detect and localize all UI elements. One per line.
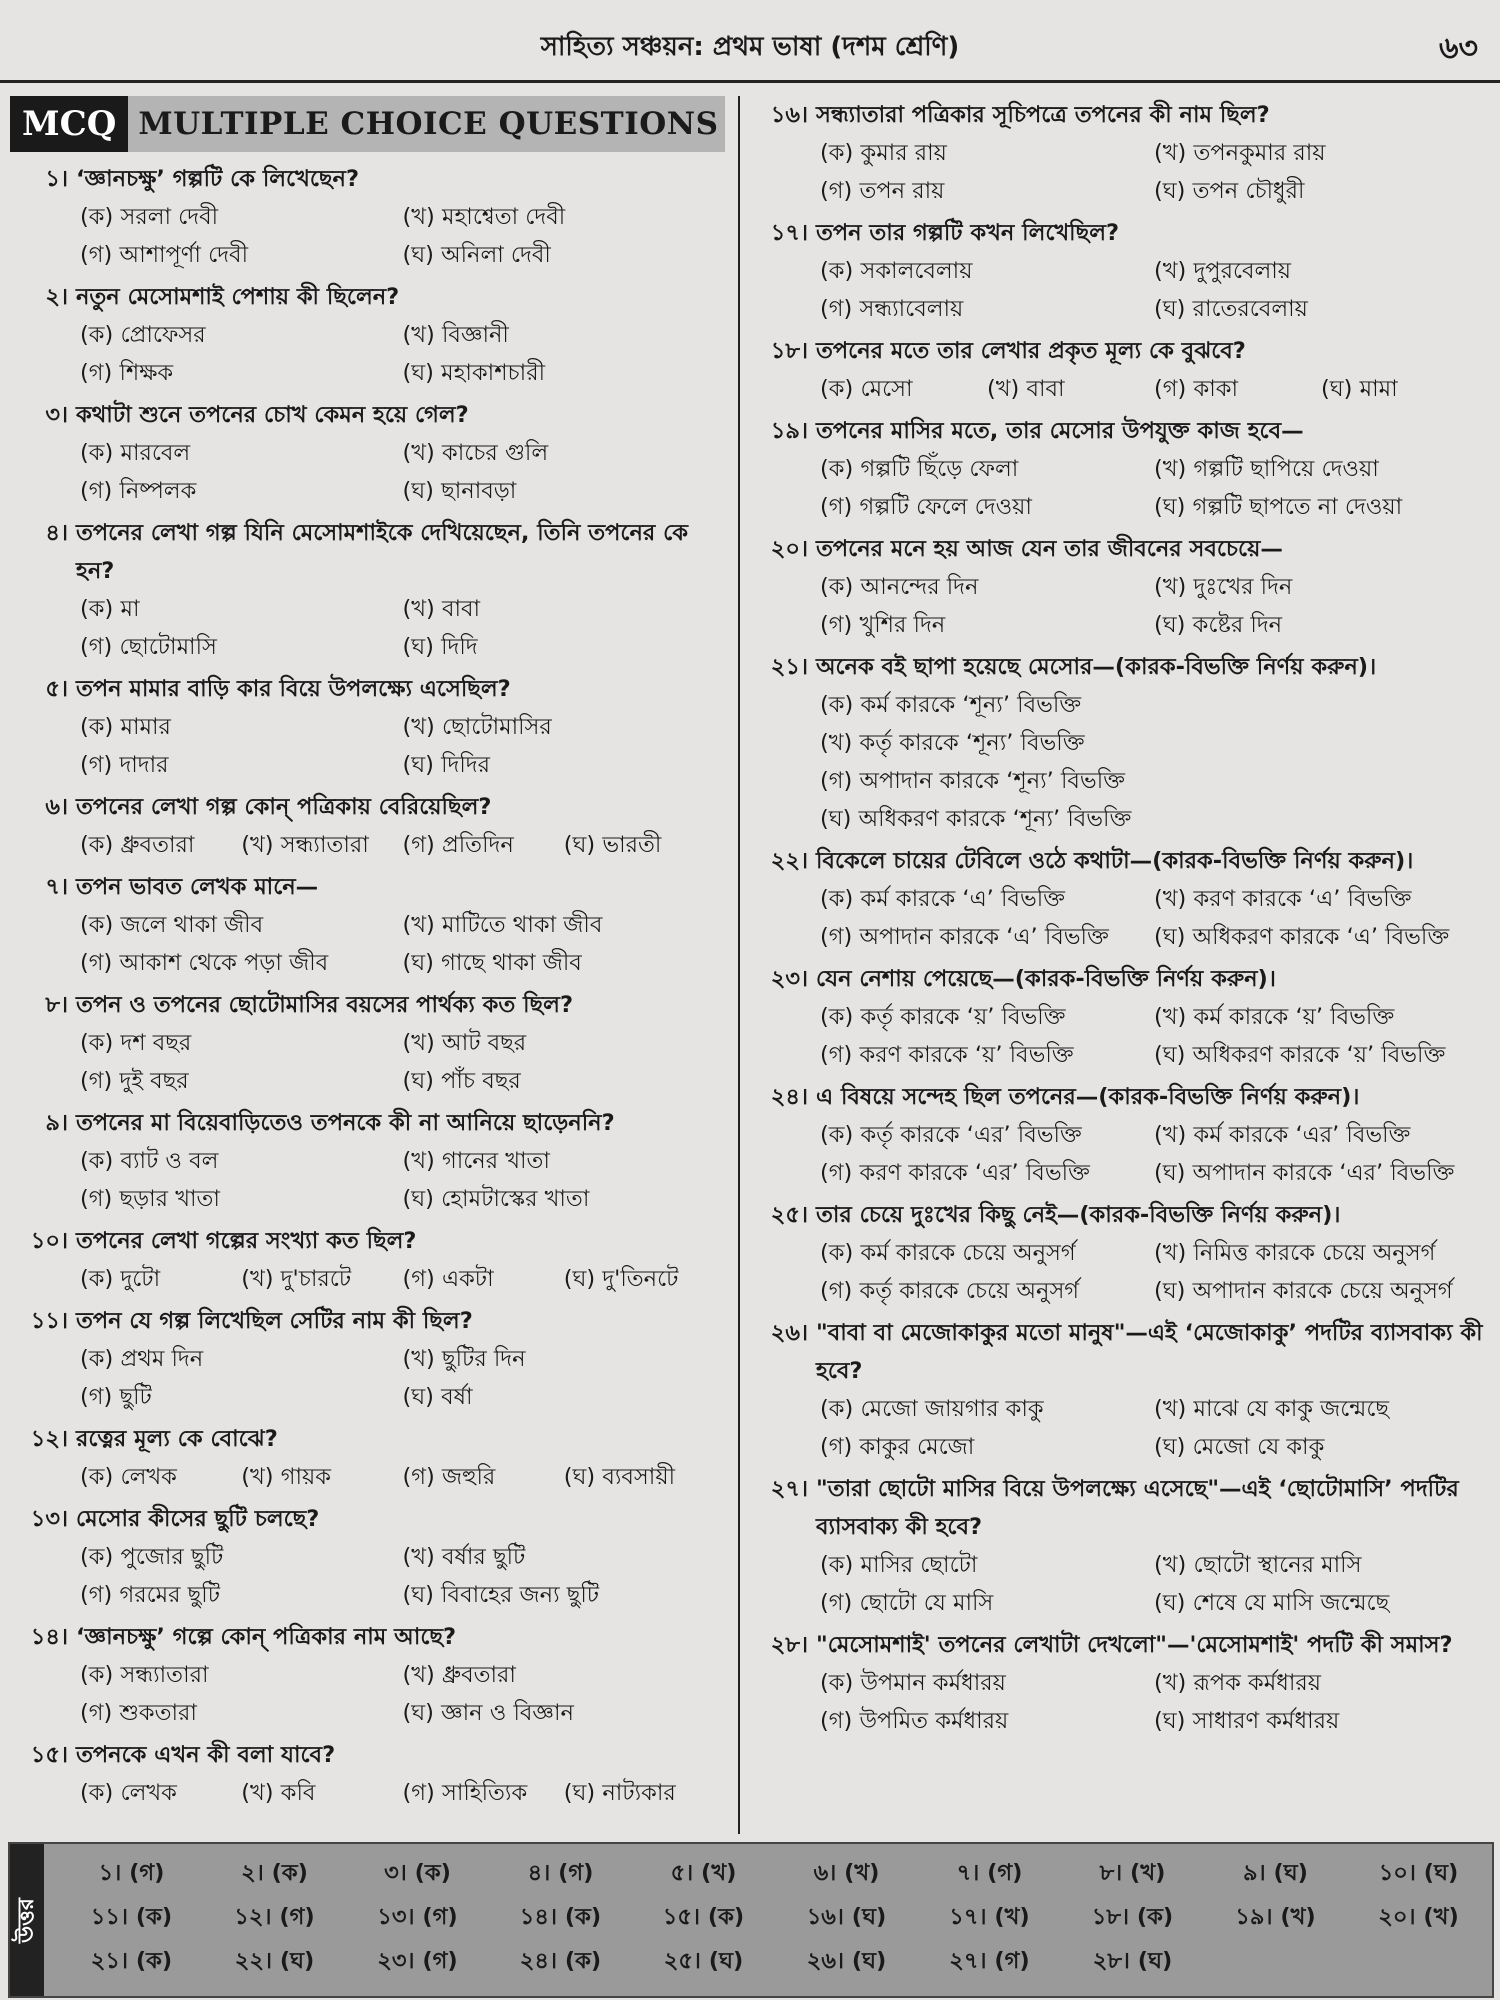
option-list: [750, 1390, 1488, 1466]
answer-key-item: ২৪। (ক): [519, 1948, 602, 1974]
question-number: ১১।: [30, 1308, 68, 1334]
answer-option: (গ) গরমের ছুটি: [80, 1582, 220, 1608]
question-item: [750, 960, 1488, 1074]
answer-option: (গ) খুশির দিন: [820, 612, 946, 638]
answer-option: (খ) নিমিত্ত কারকে চেয়ে অনুসর্গ: [1154, 1240, 1436, 1266]
answer-option: (খ) গানের খাতা: [402, 1148, 550, 1174]
question-text: [10, 986, 725, 1024]
left-column: [10, 96, 725, 1836]
question-text: [10, 514, 725, 590]
right-column: [750, 96, 1488, 1836]
question-body: তপনের মনে হয় আজ যেন তার জীবনের সবচেয়ে—: [816, 536, 1283, 562]
answer-option: (খ) বর্ষার ছুটি: [402, 1544, 526, 1570]
answer-option: (খ) মাটিতে থাকা জীব: [402, 912, 603, 938]
answer-option: (ক) মেসো: [820, 376, 913, 402]
answer-key-item: ১। (গ): [98, 1860, 165, 1886]
question-text: [10, 1420, 725, 1458]
answer-option: (ক) ব্যাট ও বল: [80, 1148, 219, 1174]
answer-option: (গ) ছুটি: [80, 1384, 152, 1410]
question-text: [750, 1470, 1488, 1546]
answer-option: (ঘ) পাঁচ বছর: [402, 1068, 521, 1094]
answer-key-item: ২৮। (ঘ): [1092, 1948, 1173, 1974]
answer-option: (ঘ) অধিকরণ কারকে ‘এ’ বিভক্তি: [1154, 924, 1450, 950]
answer-option: (খ) কবি: [241, 1780, 316, 1806]
question-text: [750, 648, 1488, 686]
answer-option: (ঘ) রাতেরবেলায়: [1154, 296, 1308, 322]
option-list: [10, 906, 725, 982]
answer-option: (গ) দুই বছর: [80, 1068, 189, 1094]
option-list: [750, 1664, 1488, 1740]
question-body: তপনের লেখা গল্প কোন্ পত্রিকায় বেরিয়েছিল?: [76, 794, 492, 820]
option-list: [10, 1538, 725, 1614]
option-list: [10, 198, 725, 274]
option-list: [750, 252, 1488, 328]
question-body: তপন যে গল্প লিখেছিল সেটির নাম কী ছিল?: [76, 1308, 473, 1334]
question-number: ৬।: [45, 794, 68, 820]
answer-option: (ক) ধ্রুবতারা: [80, 832, 195, 858]
question-body: তপন ভাবত লেখক মানে—: [76, 874, 319, 900]
question-body: তপনের লেখা গল্পের সংখ্যা কত ছিল?: [76, 1228, 417, 1254]
answer-option: (ঘ) সাধারণ কর্মধারয়: [1154, 1708, 1340, 1734]
answer-option: (ঘ) তপন চৌধুরী: [1154, 178, 1305, 204]
question-number: ১।: [45, 166, 68, 192]
question-text: [10, 1618, 725, 1656]
answer-option: (ঘ) বর্ষা: [402, 1384, 473, 1410]
answer-option: (খ) কর্তৃ কারকে ‘শূন্য’ বিভক্তি: [820, 730, 1085, 756]
page-number: ৬৩: [1438, 31, 1478, 66]
answer-option: (ঘ) মহাকাশচারী: [402, 360, 546, 386]
question-item: [10, 1104, 725, 1218]
question-text: [750, 1314, 1488, 1390]
question-body: ‘জ্ঞানচক্ষু’ গল্পে কোন্ পত্রিকার নাম আছে?: [76, 1624, 457, 1650]
question-body: বিকেলে চায়ের টেবিলে ওঠে কথাটা—(কারক-বিভক্তি নির্ণয় করুন)।: [816, 848, 1414, 874]
option-list: [10, 590, 725, 666]
answer-option: (ঘ) হোমটাস্কের খাতা: [402, 1186, 590, 1212]
answer-option: (ক) জলে থাকা জীব: [80, 912, 264, 938]
answer-option: (গ) ছোটো যে মাসি: [820, 1590, 994, 1616]
question-text: [10, 1500, 725, 1538]
question-number: ৮।: [45, 992, 68, 1018]
answer-option: (ঘ) দিদির: [402, 752, 490, 778]
answer-key-item: ১০। (ঘ): [1378, 1860, 1459, 1886]
answer-option: (খ) বিজ্ঞানী: [402, 322, 509, 348]
answer-option: (গ) প্রতিদিন: [402, 832, 514, 858]
question-number: ২০।: [770, 536, 808, 562]
question-text: [750, 96, 1488, 134]
answer-key-item: ১৬। (ঘ): [806, 1904, 887, 1930]
answer-key-item: ১৫। (ক): [662, 1904, 745, 1930]
answer-option: (ক) পুজোর ছুটি: [80, 1544, 224, 1570]
answer-key-item: ২৩। (গ): [377, 1948, 458, 1974]
question-text: [750, 214, 1488, 252]
answer-key-item: ৬। (খ): [813, 1860, 880, 1886]
question-body: "মেসোমশাই' তপনের লেখাটা দেখলো"—'মেসোমশাই' পদটি কী সমাস?: [816, 1632, 1453, 1658]
question-text: [750, 412, 1488, 450]
answer-key-item: ৪। (গ): [527, 1860, 594, 1886]
option-list: [750, 370, 1488, 408]
answer-option: (ঘ) বিবাহের জন্য ছুটি: [402, 1582, 600, 1608]
question-body: তপনের মতে তার লেখার প্রকৃত মূল্য কে বুঝবে?: [816, 338, 1246, 364]
answer-key-item: ২২। (ঘ): [234, 1948, 315, 1974]
question-item: [750, 1626, 1488, 1740]
question-item: [10, 1302, 725, 1416]
answer-option: (ক) সরলা দেবী: [80, 204, 219, 230]
answer-key-item: ২। (ক): [241, 1860, 308, 1886]
answer-option: (ক) দুটো: [80, 1266, 161, 1292]
question-text: [10, 788, 725, 826]
option-list: [10, 1458, 725, 1496]
answer-option: (ক) মামার: [80, 714, 171, 740]
answer-option: (ঘ) ভারতী: [563, 832, 662, 858]
mcq-tag: MCQ: [10, 96, 128, 152]
question-number: ২৩।: [770, 966, 808, 992]
answer-option: (ক) মা: [80, 596, 140, 622]
answer-option: (ক) কর্ম কারকে ‘শূন্য’ বিভক্তি: [820, 692, 1082, 718]
answer-key-item: ১১। (ক): [90, 1904, 173, 1930]
answer-option: (ক) আনন্দের দিন: [820, 574, 979, 600]
question-text: [750, 530, 1488, 568]
answer-option: (ক) লেখক: [80, 1464, 177, 1490]
answer-option: (গ) উপমিত কর্মধারয়: [820, 1708, 1009, 1734]
question-body: ‘জ্ঞানচক্ষু’ গল্পটি কে লিখেছেন?: [76, 166, 360, 192]
answer-option: (ক) সন্ধ্যাতারা: [80, 1662, 209, 1688]
answer-option: (খ) রূপক কর্মধারয়: [1154, 1670, 1322, 1696]
question-body: তপনের মাসির মতে, তার মেসোর উপযুক্ত কাজ হবে—: [816, 418, 1304, 444]
answer-option: (ঘ) গল্পটি ছাপতে না দেওয়া: [1154, 494, 1403, 520]
answer-option: (গ) কাকা: [1154, 376, 1238, 402]
answer-key-item: ১৯। (খ): [1235, 1904, 1316, 1930]
question-number: ১৭।: [770, 220, 808, 246]
answer-option: (ঘ) অধিকরণ কারকে ‘শূন্য’ বিভক্তি: [820, 806, 1132, 832]
mcq-title: MULTIPLE CHOICE QUESTIONS: [138, 106, 719, 142]
answer-option: (গ) কাকুর মেজো: [820, 1434, 975, 1460]
answer-key-item: ২৬। (ঘ): [806, 1948, 887, 1974]
option-list: [10, 1774, 725, 1812]
answer-option: (গ) গল্পটি ফেলে দেওয়া: [820, 494, 1032, 520]
option-list: [10, 826, 725, 864]
option-list: [750, 998, 1488, 1074]
question-number: ১৪।: [30, 1624, 68, 1650]
answer-option: (ঘ) নাট্যকার: [563, 1780, 676, 1806]
answer-key-item: ৭। (গ): [956, 1860, 1023, 1886]
option-list: [10, 1142, 725, 1218]
question-number: ১০।: [30, 1228, 68, 1254]
question-number: ১৮।: [770, 338, 808, 364]
question-item: [750, 412, 1488, 526]
option-list: [750, 686, 1488, 838]
answer-option: (ক) গল্পটি ছিঁড়ে ফেলা: [820, 456, 1019, 482]
question-item: [750, 1314, 1488, 1466]
answer-option: (খ) কর্ম কারকে ‘য়’ বিভক্তি: [1154, 1004, 1395, 1030]
question-number: ১৯।: [770, 418, 808, 444]
answer-option: (ক) কর্তৃ কারকে ‘য়’ বিভক্তি: [820, 1004, 1066, 1030]
question-item: [10, 868, 725, 982]
question-item: [750, 214, 1488, 328]
answer-option: (খ) তপনকুমার রায়: [1154, 140, 1326, 166]
answer-option: (ক) উপমান কর্মধারয়: [820, 1670, 1006, 1696]
question-text: [10, 1302, 725, 1340]
answer-option: (গ) নিষ্পলক: [80, 478, 197, 504]
answer-option: (খ) বাবা: [402, 596, 481, 622]
question-body: এ বিষয়ে সন্দেহ ছিল তপনের—(কারক-বিভক্তি নির্ণয় করুন)।: [816, 1084, 1360, 1110]
answer-option: (খ) গল্পটি ছাপিয়ে দেওয়া: [1154, 456, 1379, 482]
question-body: তপন মামার বাড়ি কার বিয়ে উপলক্ষ্যে এসেছিল?: [76, 676, 511, 702]
question-item: [750, 1196, 1488, 1310]
answer-option: (গ) শুকতারা: [80, 1700, 197, 1726]
answer-option: (ক) কর্ম কারকে চেয়ে অনুসর্গ: [820, 1240, 1076, 1266]
question-item: [750, 530, 1488, 644]
answer-option: (ঘ) দু'তিনটে: [563, 1266, 679, 1292]
question-body: তপনের মা বিয়েবাড়িতেও তপনকে কী না আনিয়ে ছাড়েননি?: [76, 1110, 615, 1136]
question-text: [10, 868, 725, 906]
column-divider: [738, 96, 740, 1834]
answer-option: (ক) প্রথম দিন: [80, 1346, 204, 1372]
answer-grid: [60, 1854, 1490, 1980]
question-number: ১২।: [30, 1426, 68, 1452]
question-body: তপনের লেখা গল্প যিনি মেসোমশাইকে দেখিয়েছেন, তিনি তপনের কে হন?: [76, 520, 688, 584]
question-number: ১৩।: [30, 1506, 68, 1532]
answer-option: (গ) অপাদান কারকে ‘এ’ বিভক্তি: [820, 924, 1109, 950]
question-list-right: [750, 96, 1488, 1740]
answer-key-item: ২৫। (ঘ): [663, 1948, 744, 1974]
answer-option: (খ) বাবা: [987, 376, 1065, 402]
question-item: [10, 1736, 725, 1812]
answer-key-item: ৯। (ঘ): [1243, 1860, 1308, 1886]
question-item: [10, 396, 725, 510]
answer-option: (ঘ) অপাদান কারকে চেয়ে অনুসর্গ: [1154, 1278, 1453, 1304]
answer-option: (খ) ধ্রুবতারা: [402, 1662, 516, 1688]
question-body: "তারা ছোটো মাসির বিয়ে উপলক্ষ্যে এসেছে"—এই ‘ছোটোমাসি’ পদটির ব্যাসবাক্য কী হবে?: [816, 1476, 1459, 1540]
answer-option: (ঘ) কষ্টের দিন: [1154, 612, 1283, 638]
option-list: [10, 316, 725, 392]
answer-option: (ঘ) গাছে থাকা জীব: [402, 950, 582, 976]
answer-option: (ঘ) শেষে যে মাসি জন্মেছে: [1154, 1590, 1390, 1616]
option-list: [750, 450, 1488, 526]
question-text: [750, 1196, 1488, 1234]
option-list: [10, 1656, 725, 1732]
answer-option: (গ) দাদার: [80, 752, 169, 778]
answer-option: (খ) করণ কারকে ‘এ’ বিভক্তি: [1154, 886, 1412, 912]
question-item: [10, 278, 725, 392]
question-number: ২২।: [770, 848, 808, 874]
answer-key-item: ২১। (ক): [90, 1948, 173, 1974]
option-list: [10, 708, 725, 784]
question-number: ১৫।: [30, 1742, 68, 1768]
answer-key-item: ১৮। (ক): [1091, 1904, 1174, 1930]
answer-option: (ঘ) ছানাবড়া: [402, 478, 517, 504]
option-list: [750, 1116, 1488, 1192]
answer-option: (ঘ) দিদি: [402, 634, 478, 660]
question-item: [750, 842, 1488, 956]
answer-option: (ঘ) অনিলা দেবী: [402, 242, 551, 268]
answer-option: (খ) আট বছর: [402, 1030, 527, 1056]
question-item: [750, 1470, 1488, 1622]
answer-option: (ক) লেখক: [80, 1780, 177, 1806]
answer-key-item: ২৭। (গ): [949, 1948, 1030, 1974]
question-body: মেসোর কীসের ছুটি চলছে?: [76, 1506, 320, 1532]
answer-option: (গ) একটা: [402, 1266, 494, 1292]
question-text: [10, 278, 725, 316]
option-list: [750, 1234, 1488, 1310]
question-body: তার চেয়ে দুঃখের কিছু নেই—(কারক-বিভক্তি নির্ণয় করুন)।: [816, 1202, 1341, 1228]
answer-option: (গ) আশাপূর্ণা দেবী: [80, 242, 249, 268]
question-text: [10, 670, 725, 708]
question-list-left: [10, 160, 725, 1812]
question-number: ৩।: [45, 402, 68, 428]
answer-option: (ঘ) মেজো যে কাকু: [1154, 1434, 1325, 1460]
answer-option: (খ) ছোটো স্থানের মাসি: [1154, 1552, 1362, 1578]
question-text: [10, 396, 725, 434]
question-text: [10, 1736, 725, 1774]
answer-option: (ক) প্রোফেসর: [80, 322, 206, 348]
answer-option: (ঘ) জ্ঞান ও বিজ্ঞান: [402, 1700, 574, 1726]
answer-option: (গ) কর্তৃ কারকে চেয়ে অনুসর্গ: [820, 1278, 1080, 1304]
option-list: [750, 1546, 1488, 1622]
answer-option: (ক) মেজো জায়গার কাকু: [820, 1396, 1044, 1422]
question-text: [750, 332, 1488, 370]
answer-option: (গ) ছড়ার খাতা: [80, 1186, 220, 1212]
question-number: ১৬।: [770, 102, 808, 128]
answer-option: (ক) কর্ম কারকে ‘এ’ বিভক্তি: [820, 886, 1066, 912]
answer-option: (খ) কাচের গুলি: [402, 440, 549, 466]
answer-key: [8, 1842, 1494, 1998]
answer-option: (ঘ) মামা: [1321, 376, 1398, 402]
answer-option: (খ) মাঝে যে কাকু জন্মেছে: [1154, 1396, 1390, 1422]
option-list: [750, 134, 1488, 210]
answer-option: (খ) দুপুরবেলায়: [1154, 258, 1292, 284]
question-body: নতুন মেসোমশাই পেশায় কী ছিলেন?: [76, 284, 400, 310]
answer-key-item: ১২। (গ): [234, 1904, 315, 1930]
answer-option: (খ) ছোটোমাসির: [402, 714, 552, 740]
question-body: "বাবা বা মেজোকাকুর মতো মানুষ"—এই ‘মেজোকাকু’ পদটির ব্যাসবাক্য কী হবে?: [816, 1320, 1483, 1384]
question-number: ২।: [45, 284, 68, 310]
option-list: [750, 568, 1488, 644]
question-item: [10, 1222, 725, 1298]
answer-option: (খ) দুঃখের দিন: [1154, 574, 1293, 600]
question-number: ২৬।: [770, 1320, 808, 1346]
question-item: [10, 1618, 725, 1732]
answer-key-item: ৮। (খ): [1099, 1860, 1166, 1886]
answer-key-label: উত্তর: [10, 1844, 44, 1996]
option-list: [10, 1260, 725, 1298]
question-item: [10, 514, 725, 666]
answer-option: (ক) কর্তৃ কারকে ‘এর’ বিভক্তি: [820, 1122, 1082, 1148]
mcq-banner: [10, 96, 725, 152]
answer-option: (ঘ) ব্যবসায়ী: [563, 1464, 676, 1490]
question-item: [10, 1420, 725, 1496]
answer-option: (ক) মাসির ছোটো: [820, 1552, 978, 1578]
question-text: [10, 1222, 725, 1260]
question-number: ৯।: [45, 1110, 68, 1136]
question-number: ৭।: [45, 874, 68, 900]
answer-option: (গ) সাহিত্যিক: [402, 1780, 528, 1806]
question-number: ২৭।: [770, 1476, 808, 1502]
question-body: অনেক বই ছাপা হয়েছে মেসোর—(কারক-বিভক্তি নির্ণয় করুন)।: [816, 654, 1377, 680]
question-item: [10, 788, 725, 864]
question-body: তপনকে এখন কী বলা যাবে?: [76, 1742, 336, 1768]
question-body: যেন নেশায় পেয়েছে—(কারক-বিভক্তি নির্ণয় করুন)।: [816, 966, 1276, 992]
answer-option: (খ) গায়ক: [241, 1464, 332, 1490]
answer-option: (গ) করণ কারকে ‘এর’ বিভক্তি: [820, 1160, 1090, 1186]
book-title: সাহিত্য সঞ্চয়ন: প্রথম ভাষা (দশম শ্রেণি): [540, 32, 960, 62]
question-text: [10, 160, 725, 198]
question-item: [10, 670, 725, 784]
question-number: ২৫।: [770, 1202, 808, 1228]
answer-option: (গ) সন্ধ্যাবেলায়: [820, 296, 964, 322]
answer-option: (গ) আকাশ থেকে পড়া জীব: [80, 950, 329, 976]
answer-key-item: ৩। (ক): [384, 1860, 451, 1886]
question-number: ৪।: [45, 520, 68, 546]
page-header: [0, 0, 1500, 83]
question-text: [750, 842, 1488, 880]
question-text: [10, 1104, 725, 1142]
answer-option: (ক) কুমার রায়: [820, 140, 947, 166]
question-item: [750, 332, 1488, 408]
answer-option: (গ) শিক্ষক: [80, 360, 174, 386]
option-list: [10, 1024, 725, 1100]
answer-option: (ঘ) অধিকরণ কারকে ‘য়’ বিভক্তি: [1154, 1042, 1446, 1068]
answer-key-item: ১৩। (গ): [377, 1904, 458, 1930]
question-text: [750, 960, 1488, 998]
question-body: কথাটা শুনে তপনের চোখ কেমন হয়ে গেল?: [76, 402, 469, 428]
question-item: [750, 1078, 1488, 1192]
answer-option: (গ) জহুরি: [402, 1464, 496, 1490]
question-text: [750, 1626, 1488, 1664]
question-item: [10, 160, 725, 274]
answer-option: (গ) ছোটোমাসি: [80, 634, 217, 660]
answer-option: (ক) দশ বছর: [80, 1030, 192, 1056]
answer-option: (গ) অপাদান কারকে ‘শূন্য’ বিভক্তি: [820, 768, 1125, 794]
answer-key-item: ১৪। (ক): [519, 1904, 602, 1930]
question-item: [750, 648, 1488, 838]
question-number: ২১।: [770, 654, 808, 680]
answer-option: (খ) সন্ধ্যাতারা: [241, 832, 369, 858]
question-text: [750, 1078, 1488, 1116]
answer-option: (খ) মহাশ্বেতা দেবী: [402, 204, 566, 230]
question-number: ২৪।: [770, 1084, 808, 1110]
option-list: [10, 1340, 725, 1416]
answer-option: (খ) দু'চারটে: [241, 1266, 352, 1292]
question-item: [10, 1500, 725, 1614]
question-body: সন্ধ্যাতারা পত্রিকার সূচিপত্রে তপনের কী নাম ছিল?: [816, 102, 1270, 128]
answer-option: (গ) করণ কারকে ‘য়’ বিভক্তি: [820, 1042, 1074, 1068]
answer-option: (ঘ) অপাদান কারকে ‘এর’ বিভক্তি: [1154, 1160, 1455, 1186]
option-list: [10, 434, 725, 510]
question-item: [10, 986, 725, 1100]
question-item: [750, 96, 1488, 210]
answer-key-item: ২০। (খ): [1378, 1904, 1459, 1930]
answer-option: (খ) কর্ম কারকে ‘এর’ বিভক্তি: [1154, 1122, 1411, 1148]
question-body: তপন ও তপনের ছোটোমাসির বয়সের পার্থক্য কত ছিল?: [76, 992, 573, 1018]
answer-key-item: ৫। (খ): [670, 1860, 737, 1886]
answer-option: (গ) তপন রায়: [820, 178, 945, 204]
question-number: ২৮।: [770, 1632, 808, 1658]
question-body: রত্নের মূল্য কে বোঝে?: [76, 1426, 278, 1452]
answer-option: (ক) মারবেল: [80, 440, 191, 466]
answer-option: (খ) ছুটির দিন: [402, 1346, 526, 1372]
answer-option: (ক) সকালবেলায়: [820, 258, 973, 284]
answer-key-item: ১৭। (খ): [949, 1904, 1030, 1930]
question-number: ৫।: [45, 676, 68, 702]
question-body: তপন তার গল্পটি কখন লিখেছিল?: [816, 220, 1120, 246]
option-list: [750, 880, 1488, 956]
